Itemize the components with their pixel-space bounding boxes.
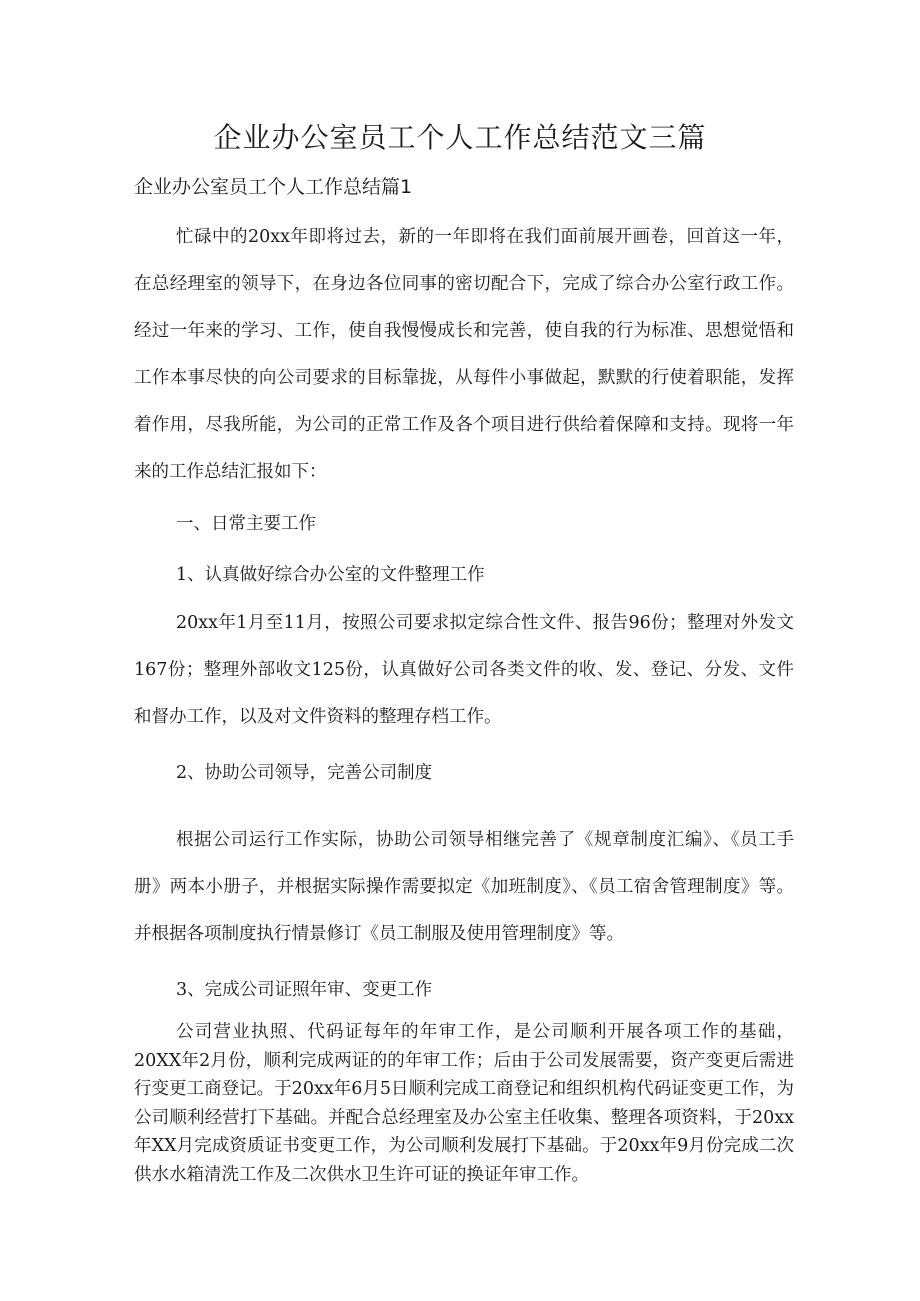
item-paragraph-file-management: 20xx年1月至11月，按照公司要求拟定综合性文件、报告96份；整理对外发文167份；整理外部收文125份，认真做好公司各类文件的收、发、登记、分发、文件和督办工作，以及对文件资料的整理存档工作。 (134, 613, 794, 727)
intro-paragraph: 忙碌中的20xx年即将过去，新的一年即将在我们面前展开画卷，回首这一年，在总经理室的领导下，在身边各位同事的密切配合下，完成了综合办公室行政工作。经过一年来的学习、工作，使自我慢慢成长和完善，使自我的行为标准、思想觉悟和工作本事尽快的向公司要求的目标靠拢，从每件小事做起，默默的行使着职能，发挥着作用，尽我所能，为公司的正常工作及各个项目进行供给着保障和支持。现将一年来的工作总结汇报如下： (134, 227, 794, 482)
item-paragraph-license-review: 公司营业执照、代码证每年的年审工作，是公司顺利开展各项工作的基础，20XX年2月份，顺利完成两证的的年审工作；后由于公司发展需要，资产变更后需进行变更工商登记。于20xx年6月5日顺利完成工商登记和组织机构代码证变更工作，为公司顺利经营打下基础。并配合总经理室及办公室主任收集、整理各项资料，于20xx年XX月完成资质证书变更工作，为公司顺利发展打下基础。于20xx年9月份完成二次供水水箱清洗工作及二次供水卫生许可证的换证年审工作。 (134, 1022, 794, 1185)
item-heading-file-management: 1、认真做好综合办公室的文件整理工作 (176, 565, 485, 585)
item-heading-company-rules: 2、协助公司领导，完善公司制度 (176, 763, 433, 783)
item-paragraph-company-rules: 根据公司运行工作实际，协助公司领导相继完善了《规章制度汇编》、《员工手册》两本小册子，并根据实际操作需要拟定《加班制度》、《员工宿舍管理制度》等。并根据各项制度执行情景修订《员工制服及使用管理制度》等。 (134, 830, 794, 944)
document-title: 企业办公室员工个人工作总结范文三篇 (213, 121, 707, 154)
item-heading-license-review: 3、完成公司证照年审、变更工作 (176, 980, 433, 1000)
section-heading-daily-work: 一、日常主要工作 (176, 514, 316, 534)
section-subtitle: 企业办公室员工个人工作总结篇1 (134, 176, 413, 198)
